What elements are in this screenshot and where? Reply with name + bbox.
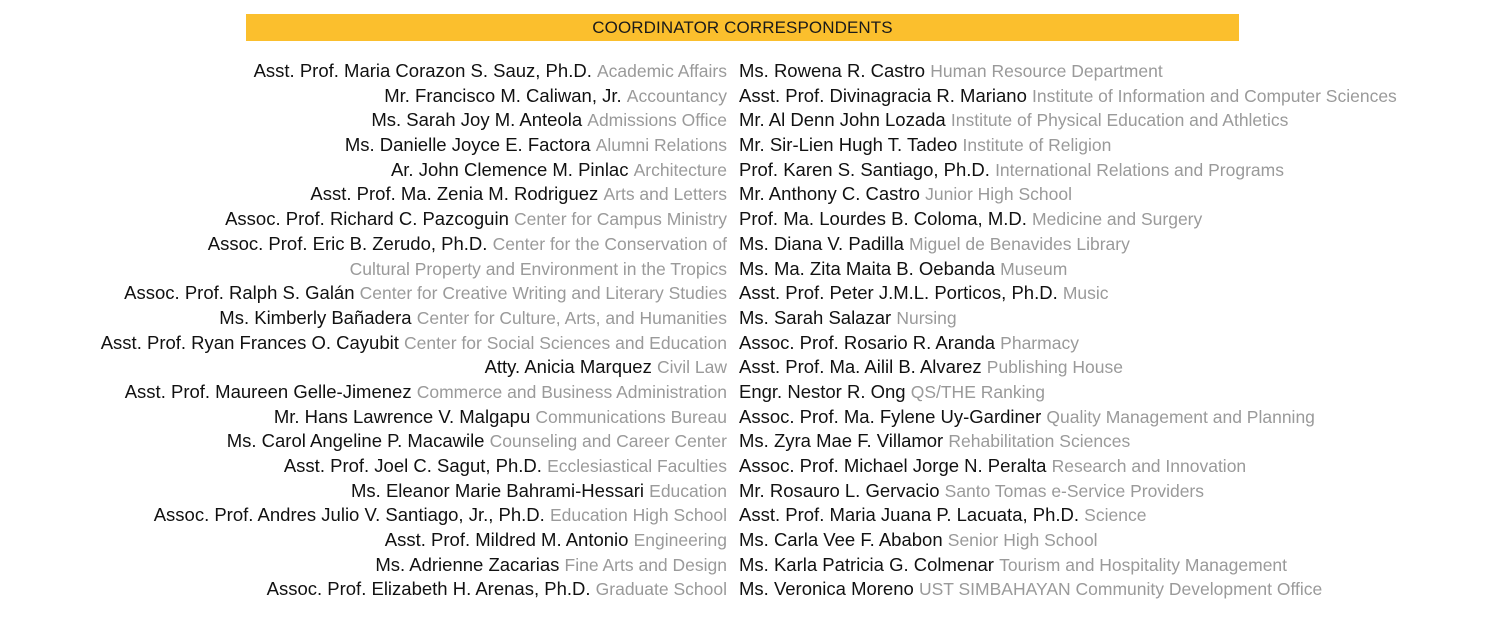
coordinator-name: Asst. Prof. Ma. Zenia M. Rodriguez xyxy=(310,183,599,205)
office-name: Institute of Physical Education and Athletics xyxy=(950,110,1289,131)
office-name: Alumni Relations xyxy=(595,135,727,156)
coordinator-name: Assoc. Prof. Michael Jorge N. Peralta xyxy=(739,455,1047,476)
list-item xyxy=(0,503,727,528)
list-item xyxy=(0,158,727,183)
list-item xyxy=(0,84,727,109)
coordinator-name: Ms. Adrienne Zacarias xyxy=(375,553,560,575)
section-header-banner xyxy=(246,14,1239,41)
list-item-continuation xyxy=(0,257,727,282)
coordinator-name: Ms. Eleanor Marie Bahrami-Hessari xyxy=(351,479,645,501)
office-name: Commerce and Business Administration xyxy=(416,381,727,402)
office-name: Miguel de Benavides Library xyxy=(909,233,1130,254)
coordinator-name: Ms. Karla Patricia G. Colmenar xyxy=(739,553,994,575)
coordinator-name: Asst. Prof. Mildred M. Antonio xyxy=(384,529,629,551)
coordinator-name: Asst. Prof. Maria Corazon S. Sauz, Ph.D. xyxy=(253,60,592,81)
coordinator-name: Mr. Sir-Lien Hugh T. Tadeo xyxy=(739,134,958,156)
coordinator-name: Assoc. Prof. Elizabeth H. Arenas, Ph.D. xyxy=(266,578,591,600)
list-item xyxy=(0,133,727,158)
list-item xyxy=(0,331,727,356)
list-item xyxy=(0,207,727,232)
list-item xyxy=(739,182,1489,207)
office-name: Museum xyxy=(1000,258,1068,279)
office-name: Center for the Conservation of xyxy=(492,233,727,254)
list-item xyxy=(0,553,727,578)
list-item xyxy=(739,577,1489,602)
list-item xyxy=(0,281,727,306)
office-name: Accountancy xyxy=(626,85,727,106)
coordinator-name: Ms. Ma. Zita Maita B. Oebanda xyxy=(739,257,996,279)
coordinator-name: Ms. Veronica Moreno xyxy=(739,578,914,600)
coordinator-name: Mr. Anthony C. Castro xyxy=(739,183,920,205)
list-item xyxy=(739,108,1489,133)
office-name: Fine Arts and Design xyxy=(564,554,727,575)
office-name: Center for Creative Writing and Literary Studies xyxy=(359,283,727,304)
office-name: Ecclesiastical Faculties xyxy=(547,456,727,476)
office-name: Santo Tomas e-Service Providers xyxy=(944,480,1205,501)
office-name: Counseling and Career Center xyxy=(489,431,727,452)
list-item xyxy=(0,429,727,454)
coordinator-name: Ms. Carla Vee F. Ababon xyxy=(739,529,943,551)
list-item xyxy=(0,232,727,257)
left-column-list xyxy=(0,59,727,602)
coordinator-name: Ar. John Clemence M. Pinlac xyxy=(390,158,629,180)
list-item xyxy=(0,306,727,331)
coordinator-name: Assoc. Prof. Rosario R. Aranda xyxy=(739,331,996,353)
list-item xyxy=(739,380,1489,405)
office-name: Institute of Information and Computer Sciences xyxy=(1032,85,1397,106)
list-item xyxy=(0,479,727,504)
list-item xyxy=(739,331,1489,356)
list-item xyxy=(739,405,1489,430)
coordinator-name: Ms. Rowena R. Castro xyxy=(739,60,926,81)
list-item xyxy=(0,528,727,553)
office-name: Admissions Office xyxy=(587,110,727,131)
coordinator-name: Engr. Nestor R. Ong xyxy=(739,380,906,402)
coordinator-name: Assoc. Prof. Andres Julio V. Santiago, Jr., Ph.D. xyxy=(153,504,545,526)
list-item xyxy=(739,207,1489,232)
office-name: Center for Culture, Arts, and Humanities xyxy=(416,307,727,328)
list-item xyxy=(739,257,1489,282)
office-name: Education High School xyxy=(549,505,727,526)
office-name: Tourism and Hospitality Management xyxy=(999,554,1288,575)
office-name: Institute of Religion xyxy=(962,135,1112,156)
coordinator-name: Asst. Prof. Divinagracia R. Mariano xyxy=(739,84,1027,106)
list-item xyxy=(739,355,1489,380)
office-name: Quality Management and Planning xyxy=(1046,406,1315,427)
coordinator-name: Asst. Prof. Maureen Gelle-Jimenez xyxy=(124,380,412,402)
list-item xyxy=(0,59,727,84)
coordinator-name: Asst. Prof. Ma. Ailil B. Alvarez xyxy=(739,356,982,378)
coordinator-name: Ms. Sarah Joy M. Anteola xyxy=(371,109,583,131)
coordinator-name: Mr. Rosauro L. Gervacio xyxy=(739,479,940,501)
office-name: Science xyxy=(1084,505,1147,526)
office-name: Research and Innovation xyxy=(1051,456,1247,476)
list-item xyxy=(0,454,727,479)
coordinator-name: Assoc. Prof. Ralph S. Galán xyxy=(124,282,355,304)
coordinator-name: Atty. Anicia Marquez xyxy=(484,356,652,378)
office-name: Civil Law xyxy=(656,357,727,378)
list-item xyxy=(739,281,1489,306)
coordinator-name: Mr. Al Denn John Lozada xyxy=(739,109,946,131)
list-item xyxy=(739,553,1489,578)
list-item xyxy=(0,182,727,207)
list-item xyxy=(739,528,1489,553)
office-name: Rehabilitation Sciences xyxy=(948,431,1131,452)
office-name: Junior High School xyxy=(925,184,1072,205)
coordinator-name: Asst. Prof. Ryan Frances O. Cayubit xyxy=(100,331,399,353)
list-item xyxy=(739,454,1489,479)
list-item xyxy=(739,232,1489,257)
office-name: Engineering xyxy=(633,530,727,551)
coordinator-name: Prof. Ma. Lourdes B. Coloma, M.D. xyxy=(739,208,1027,230)
office-name: Human Resource Department xyxy=(930,61,1163,81)
coordinator-name: Ms. Danielle Joyce E. Factora xyxy=(344,134,591,156)
coordinator-name: Ms. Zyra Mae F. Villamor xyxy=(739,430,944,452)
coordinator-name: Ms. Diana V. Padilla xyxy=(739,232,904,254)
office-name: Graduate School xyxy=(595,579,727,600)
list-item xyxy=(0,380,727,405)
coordinator-name: Ms. Sarah Salazar xyxy=(739,306,892,328)
list-item xyxy=(739,84,1489,109)
office-name: Cultural Property and Environment in the Tropics xyxy=(349,258,727,279)
coordinator-name: Assoc. Prof. Richard C. Pazcoguin xyxy=(225,208,509,230)
list-item xyxy=(0,108,727,133)
office-name: Senior High School xyxy=(947,530,1098,551)
list-item xyxy=(739,59,1489,84)
list-item xyxy=(739,306,1489,331)
office-name: Center for Social Sciences and Education xyxy=(404,332,727,353)
list-item xyxy=(739,133,1489,158)
list-item xyxy=(739,429,1489,454)
office-name: Education xyxy=(649,480,727,501)
office-name: Nursing xyxy=(896,307,957,328)
list-item xyxy=(739,503,1489,528)
office-name: Communications Bureau xyxy=(535,406,727,427)
list-item xyxy=(0,405,727,430)
list-item xyxy=(0,577,727,602)
office-name: Pharmacy xyxy=(1000,332,1079,353)
office-name: UST SIMBAHAYAN Community Development Office xyxy=(918,579,1323,600)
office-name: International Relations and Programs xyxy=(995,159,1284,180)
coordinator-name: Ms. Carol Angeline P. Macawile xyxy=(226,430,485,452)
coordinator-name: Assoc. Prof. Eric B. Zerudo, Ph.D. xyxy=(207,232,488,254)
coordinator-name: Asst. Prof. Peter J.M.L. Porticos, Ph.D. xyxy=(739,282,1058,304)
office-name: Music xyxy=(1062,283,1109,304)
list-item xyxy=(739,158,1489,183)
office-name: Medicine and Surgery xyxy=(1032,209,1203,230)
list-item xyxy=(0,355,727,380)
office-name: QS/THE Ranking xyxy=(910,381,1045,402)
section-title: COORDINATOR CORRESPONDENTS xyxy=(592,17,893,37)
coordinator-name: Prof. Karen S. Santiago, Ph.D. xyxy=(739,158,990,180)
coordinator-name: Assoc. Prof. Ma. Fylene Uy-Gardiner xyxy=(739,405,1042,427)
office-name: Academic Affairs xyxy=(596,61,727,81)
coordinator-name: Mr. Hans Lawrence V. Malgapu xyxy=(273,405,531,427)
list-item xyxy=(739,479,1489,504)
office-name: Arts and Letters xyxy=(603,184,727,205)
office-name: Architecture xyxy=(633,159,727,180)
coordinator-name: Asst. Prof. Joel C. Sagut, Ph.D. xyxy=(283,455,542,476)
office-name: Center for Campus Ministry xyxy=(514,209,727,230)
coordinator-name: Asst. Prof. Maria Juana P. Lacuata, Ph.D. xyxy=(739,504,1080,526)
office-name: Publishing House xyxy=(986,357,1123,378)
right-column-list xyxy=(739,59,1489,602)
coordinator-name: Ms. Kimberly Bañadera xyxy=(219,306,412,328)
coordinator-name: Mr. Francisco M. Caliwan, Jr. xyxy=(384,84,622,106)
